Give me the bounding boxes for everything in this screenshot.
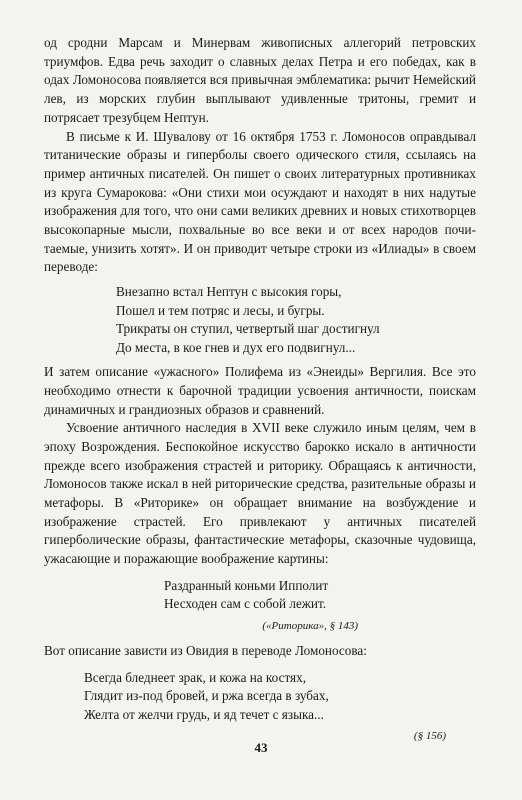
verse-line: Несходен сам с собой лежит. <box>164 596 327 612</box>
paragraph: Усвоение античного наследия в XVII веке служило иным целям, чем в эпоху Возрождения. Беспокойное искусство барокко искало в античности прежде всего изображения страстей и риторику. Обращаясь к античности, Ломоносов также искал в ней риторические средства, разительные образы и метафоры. В «Риторике» он обращает внимание на возбуждение и изображение страстей. Его привлекают у античных писателей гиперболические образы, фантастические метафоры, сказочные чудовища, ужасающие и поражающие воображение картины: <box>44 420 476 567</box>
verse-line: Глядит из-под бровей, и ржа всегда в зубах, <box>84 688 329 704</box>
verse-line: Раздранный коньми Ипполит <box>164 577 329 593</box>
main-text <box>44 34 476 744</box>
paragraph: Вот описание зависти из Овидия в переводе Ломоносова: <box>44 642 367 658</box>
verse-line: Желта от желчи грудь, и яд течет с языка... <box>84 706 324 722</box>
verse-quote-rhetoric <box>164 577 476 614</box>
page-number: 43 <box>254 740 268 755</box>
verse-line: Внезапно встал Нептун с высокия горы, <box>116 284 342 300</box>
verse-line: Пошел и тем потряс и лесы, и бугры. <box>116 302 325 318</box>
verse-quote-ovid <box>84 669 476 725</box>
verse-line: Трикраты он ступил, четвертый шаг достигнул <box>116 321 380 337</box>
verse-line: Всегда бледнеет зрак, и кожа на костях, <box>84 669 306 685</box>
verse-quote-iliad <box>116 283 476 357</box>
verse-citation: («Риторика», § 143) <box>262 619 358 632</box>
paragraph: В письме к И. Шувалову от 16 октября 1753 г. Ломоносов оправдывал титанические образы и гиперболы своего одического стиля, ссылаясь на пример античных писателей. Он пишет о своих литературных противниках из круга Сумарокова: «Они стихи мои осуждают и находят в них надутые изображения для того, что они сами великих древних и новых стихотворцев высокопарные мысли, похвальные во все веки и от всех народов почитаемые, унизить хотят». И он приводит четыре строки из «Илиады» в своем переводе: <box>44 128 476 275</box>
paragraph: И затем описание «ужасного» Полифема из «Энеиды» Вергилия. Все это необходимо отнести к барочной традиции усвоения античности, поискам динамичных и грандиозных образов и сравнений. <box>44 364 476 417</box>
paragraph: од сродни Марсам и Минервам живописных аллегорий петровских триумфов. Едва речь заходит о славных делах Петра и его победах, как в одах Ломоносова появляется вся привычная эмблематика: рычит Немейский лев, из морских глубин выплывают удивленные тритоны, гремит и потрясает трезубцем Нептун. <box>44 35 476 125</box>
verse-line: До места, в кое гнев и дух его подвигнул... <box>116 339 356 355</box>
verse-citation: (§ 156) <box>413 730 446 743</box>
